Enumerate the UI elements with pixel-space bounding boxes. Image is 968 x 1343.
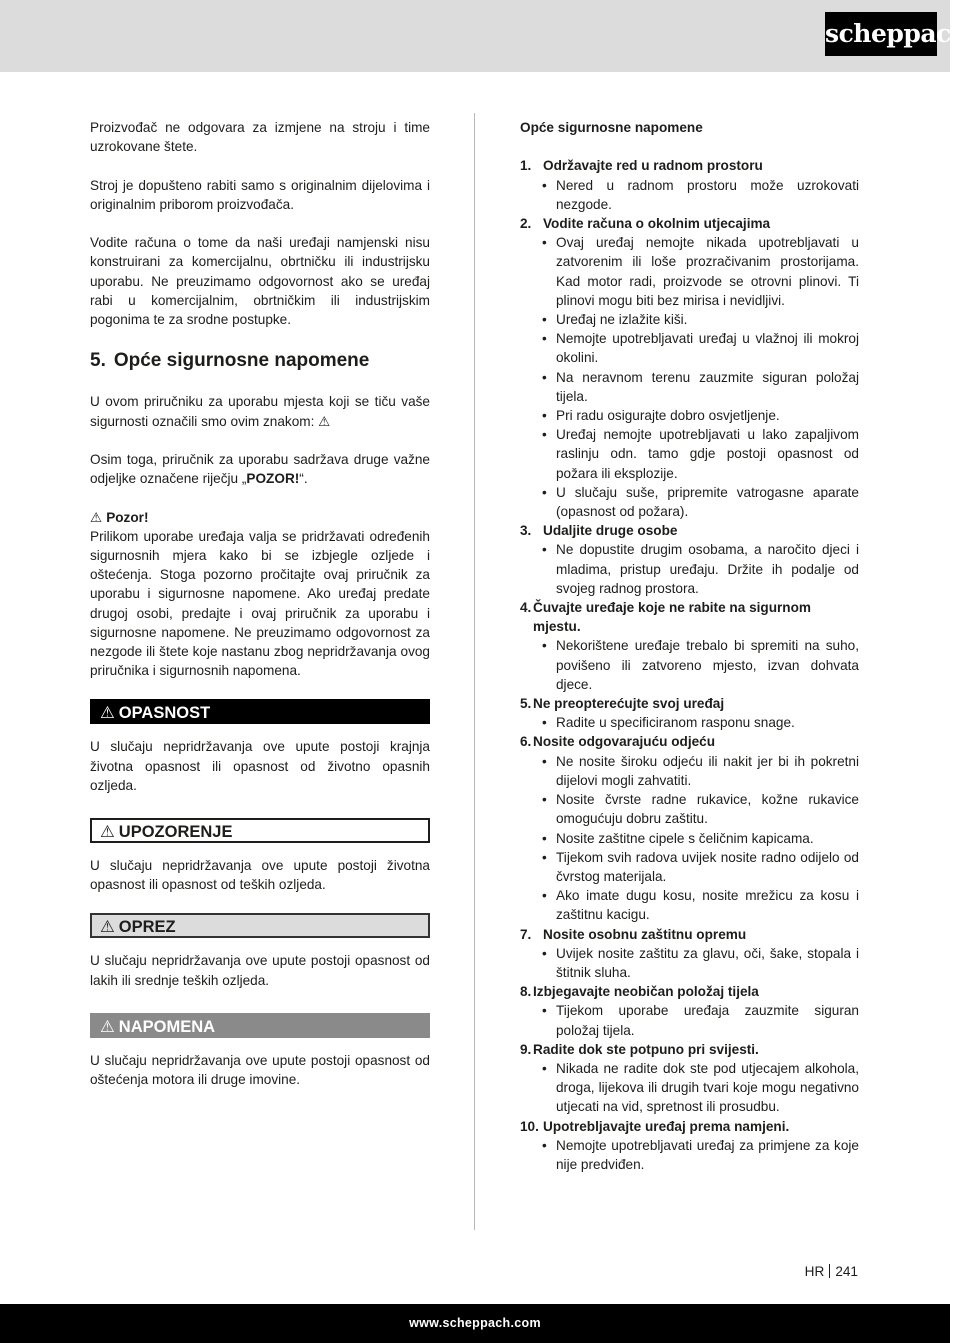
list-item-heading: 6. Nosite odgovarajuću odjeću xyxy=(520,734,716,750)
list-item-heading: 4. Čuvajte uređaje koje ne rabite na sigurnom mjestu. xyxy=(520,600,811,635)
bullet-item: • Uvijek nosite zaštitu za glavu, oči, šake, stopala i štitnik sluha. xyxy=(520,944,859,982)
paragraph: Stroj je dopušteno rabiti samo s originalnim dijelovima i originalnim priborom proizvođača. xyxy=(90,177,430,212)
section-heading xyxy=(90,349,430,373)
bullet-item: • Ako imate dugu kosu, nosite mrežicu za kosu i zaštitnu kacigu. xyxy=(520,886,859,924)
list-item-heading: 2. Vodite računa o okolnim utjecajima xyxy=(520,216,771,231)
column-divider xyxy=(474,113,475,1230)
bullet-item: • Tijekom uporabe uređaja zauzmite siguran položaj tijela. xyxy=(520,1001,859,1039)
bullet-item: • Uređaj nemojte upotrebljavati u lako zapaljivom raslinju odn. tamo gdje postoji opasnost od požara ili eksplozije. xyxy=(520,425,859,483)
paragraph: Osim toga, priručnik za uporabu sadržava druge važne odjeljke označene riječju „POZOR!“. xyxy=(90,451,430,487)
paragraph: Proizvođač ne odgovara za izmjene na stroju i time uzrokovane štete. xyxy=(90,120,430,155)
right-column-title: Opće sigurnosne napomene xyxy=(520,120,703,135)
notice-text: U slučaju nepridržavanja ove upute postoji opasnost od oštećenja motora ili druge imovine. xyxy=(90,1052,430,1088)
list-item-heading: 5. Ne preopterećujte svoj uređaj xyxy=(520,696,725,712)
list-item-heading: 8. Izbjegavajte neobičan položaj tijela xyxy=(520,984,759,1000)
warning-triangle-icon: ⚠ xyxy=(100,823,115,842)
warning-triangle-icon: ⚠ xyxy=(100,918,115,937)
bullet-item: • Nikada ne radite dok ste pod utjecajem alkohola, droga, lijekova ili drugih tvari koje mogu negativno utjecati na vid, spretnost ili prosudbu. xyxy=(520,1059,859,1117)
bullet-item: • Nemojte upotrebljavati uređaj za primjene za koje nije predviđen. xyxy=(520,1136,859,1174)
paragraph: Prilikom uporabe uređaja valja se pridržavati određenih sigurnosnih mjera kako bi se izbjegle ozljede i oštećenja. Stoga pozorno pročitajte ovaj priručnik za uporabu i sigurnosne napomene. Ako uređaj predate drugoj osobi, predajte i ovaj priručnik za uporabu i sigurnosne napomene. Ne preuzimamo odgovornost za nezgode ili štete koje nastanu zbog nepridržavanja ovog priručnika i sigurnosnih napomena. xyxy=(90,528,430,679)
bullet-item: • Tijekom svih radova uvijek nosite radno odijelo od čvrstog materijala. xyxy=(520,848,859,886)
paragraph: Vodite računa o tome da naši uređaji namjenski nisu konstruirani za komercijalnu, obrtničku ili industrijsku uporabu. Ne preuzimamo odgovornost ako se uređaj rabi u komercijalnim, obrtničkim ili industrijskim pogonima te za srodne postupke. xyxy=(90,235,430,327)
caution-label-box: ⚠ OPREZ xyxy=(90,913,430,938)
page-number-separator xyxy=(829,1264,830,1278)
list-item-heading: 3. Udaljite druge osobe xyxy=(520,523,678,539)
danger-text: U slučaju nepridržavanja ove upute postoji krajnja životna opasnost ili opasnost od životno opasnih ozljeda. xyxy=(90,739,430,793)
bullet-item: • U slučaju suše, pripremite vatrogasne aparate (opasnost od požara). xyxy=(520,483,859,521)
bullet-item: • Ne nosite široku odjeću ili nakit jer bi ih pokretni dijelovi mogli zahvatiti. xyxy=(520,752,859,790)
pozor-heading: ⚠ Pozor! xyxy=(90,508,430,527)
paragraph: U ovom priručniku za uporabu mjesta koji se tiču vaše sigurnosti označili smo ovim znakom: ⚠ xyxy=(90,394,430,429)
warning-text: U slučaju nepridržavanja ove upute postoji životna opasnost ili opasnost od teških ozljeda. xyxy=(90,858,430,893)
warning-triangle-icon: ⚠ xyxy=(100,1017,115,1036)
bullet-item: • Nemojte upotrebljavati uređaj u vlažnoj ili mokroj okolini. xyxy=(520,329,859,367)
section-number: 5. xyxy=(90,350,106,372)
danger-label-box: ⚠ OPASNOST xyxy=(90,699,430,724)
bullet-item: • Pri radu osigurajte dobro osvjetljenje. xyxy=(520,406,859,425)
bullet-item: • Radite u specificiranom rasponu snage. xyxy=(520,713,859,732)
caution-text: U slučaju nepridržavanja ove upute postoji opasnost od lakih ili srednje teških ozljeda. xyxy=(90,953,430,988)
bullet-item: • Uređaj ne izlažite kiši. xyxy=(520,310,859,329)
bullet-item: • Ne dopustite drugim osobama, a naročito djeci i mladima, pristup uređaju. Držite ih podalje od svojeg radnog prostora. xyxy=(520,540,859,598)
warning-label-box: ⚠ UPOZORENJE xyxy=(90,818,430,843)
footer-url: www.scheppach.com xyxy=(409,1316,541,1330)
header-bar xyxy=(0,0,950,72)
bullet-item: • Nosite zaštitne cipele s čeličnim kapicama. xyxy=(520,829,859,848)
list-item-heading: 9. Radite dok ste potpuno pri svijesti. xyxy=(520,1041,759,1057)
brand-logo: scheppach xyxy=(825,12,937,56)
notice-label-box: ⚠ NAPOMENA xyxy=(90,1013,430,1038)
bullet-item: • Nosite čvrste radne rukavice, kožne rukavice omogućuju dobru zaštitu. xyxy=(520,790,859,828)
right-column xyxy=(520,118,859,1174)
bullet-item: • Nekorištene uređaje trebalo bi spremiti na suho, povišeno ili zatvoreno mjesto, izvan dohvata djece. xyxy=(520,636,859,694)
warning-triangle-icon: ⚠ xyxy=(90,509,103,525)
pozor-word: POZOR! xyxy=(246,471,300,487)
list-item-heading: 7. Nosite osobnu zaštitnu opremu xyxy=(520,926,747,942)
page-number-value: 241 xyxy=(835,1264,858,1279)
bullet-item: • Na neravnom terenu zauzmite siguran položaj tijela. xyxy=(520,368,859,406)
warning-triangle-icon: ⚠ xyxy=(100,704,115,723)
left-column xyxy=(90,118,430,1089)
list-item-heading: 10. Upotrebljavajte uređaj prema namjeni. xyxy=(520,1118,790,1134)
section-title: Opće sigurnosne napomene xyxy=(113,350,370,372)
bullet-item: • Nered u radnom prostoru može uzrokovati nezgode. xyxy=(520,176,859,214)
language-code: HR xyxy=(804,1264,825,1279)
bullet-item: • Ovaj uređaj nemojte nikada upotrebljavati u zatvorenim ili loše prozračivanim prostorijama. Kad motor radi, proizvode se otrovni plinovi. Ti plinovi mogu biti bez mirisa i nevidljivi. xyxy=(520,233,859,310)
list-item-heading: 1. Održavajte red u radnom prostoru xyxy=(520,158,763,174)
page-number xyxy=(790,1264,858,1279)
